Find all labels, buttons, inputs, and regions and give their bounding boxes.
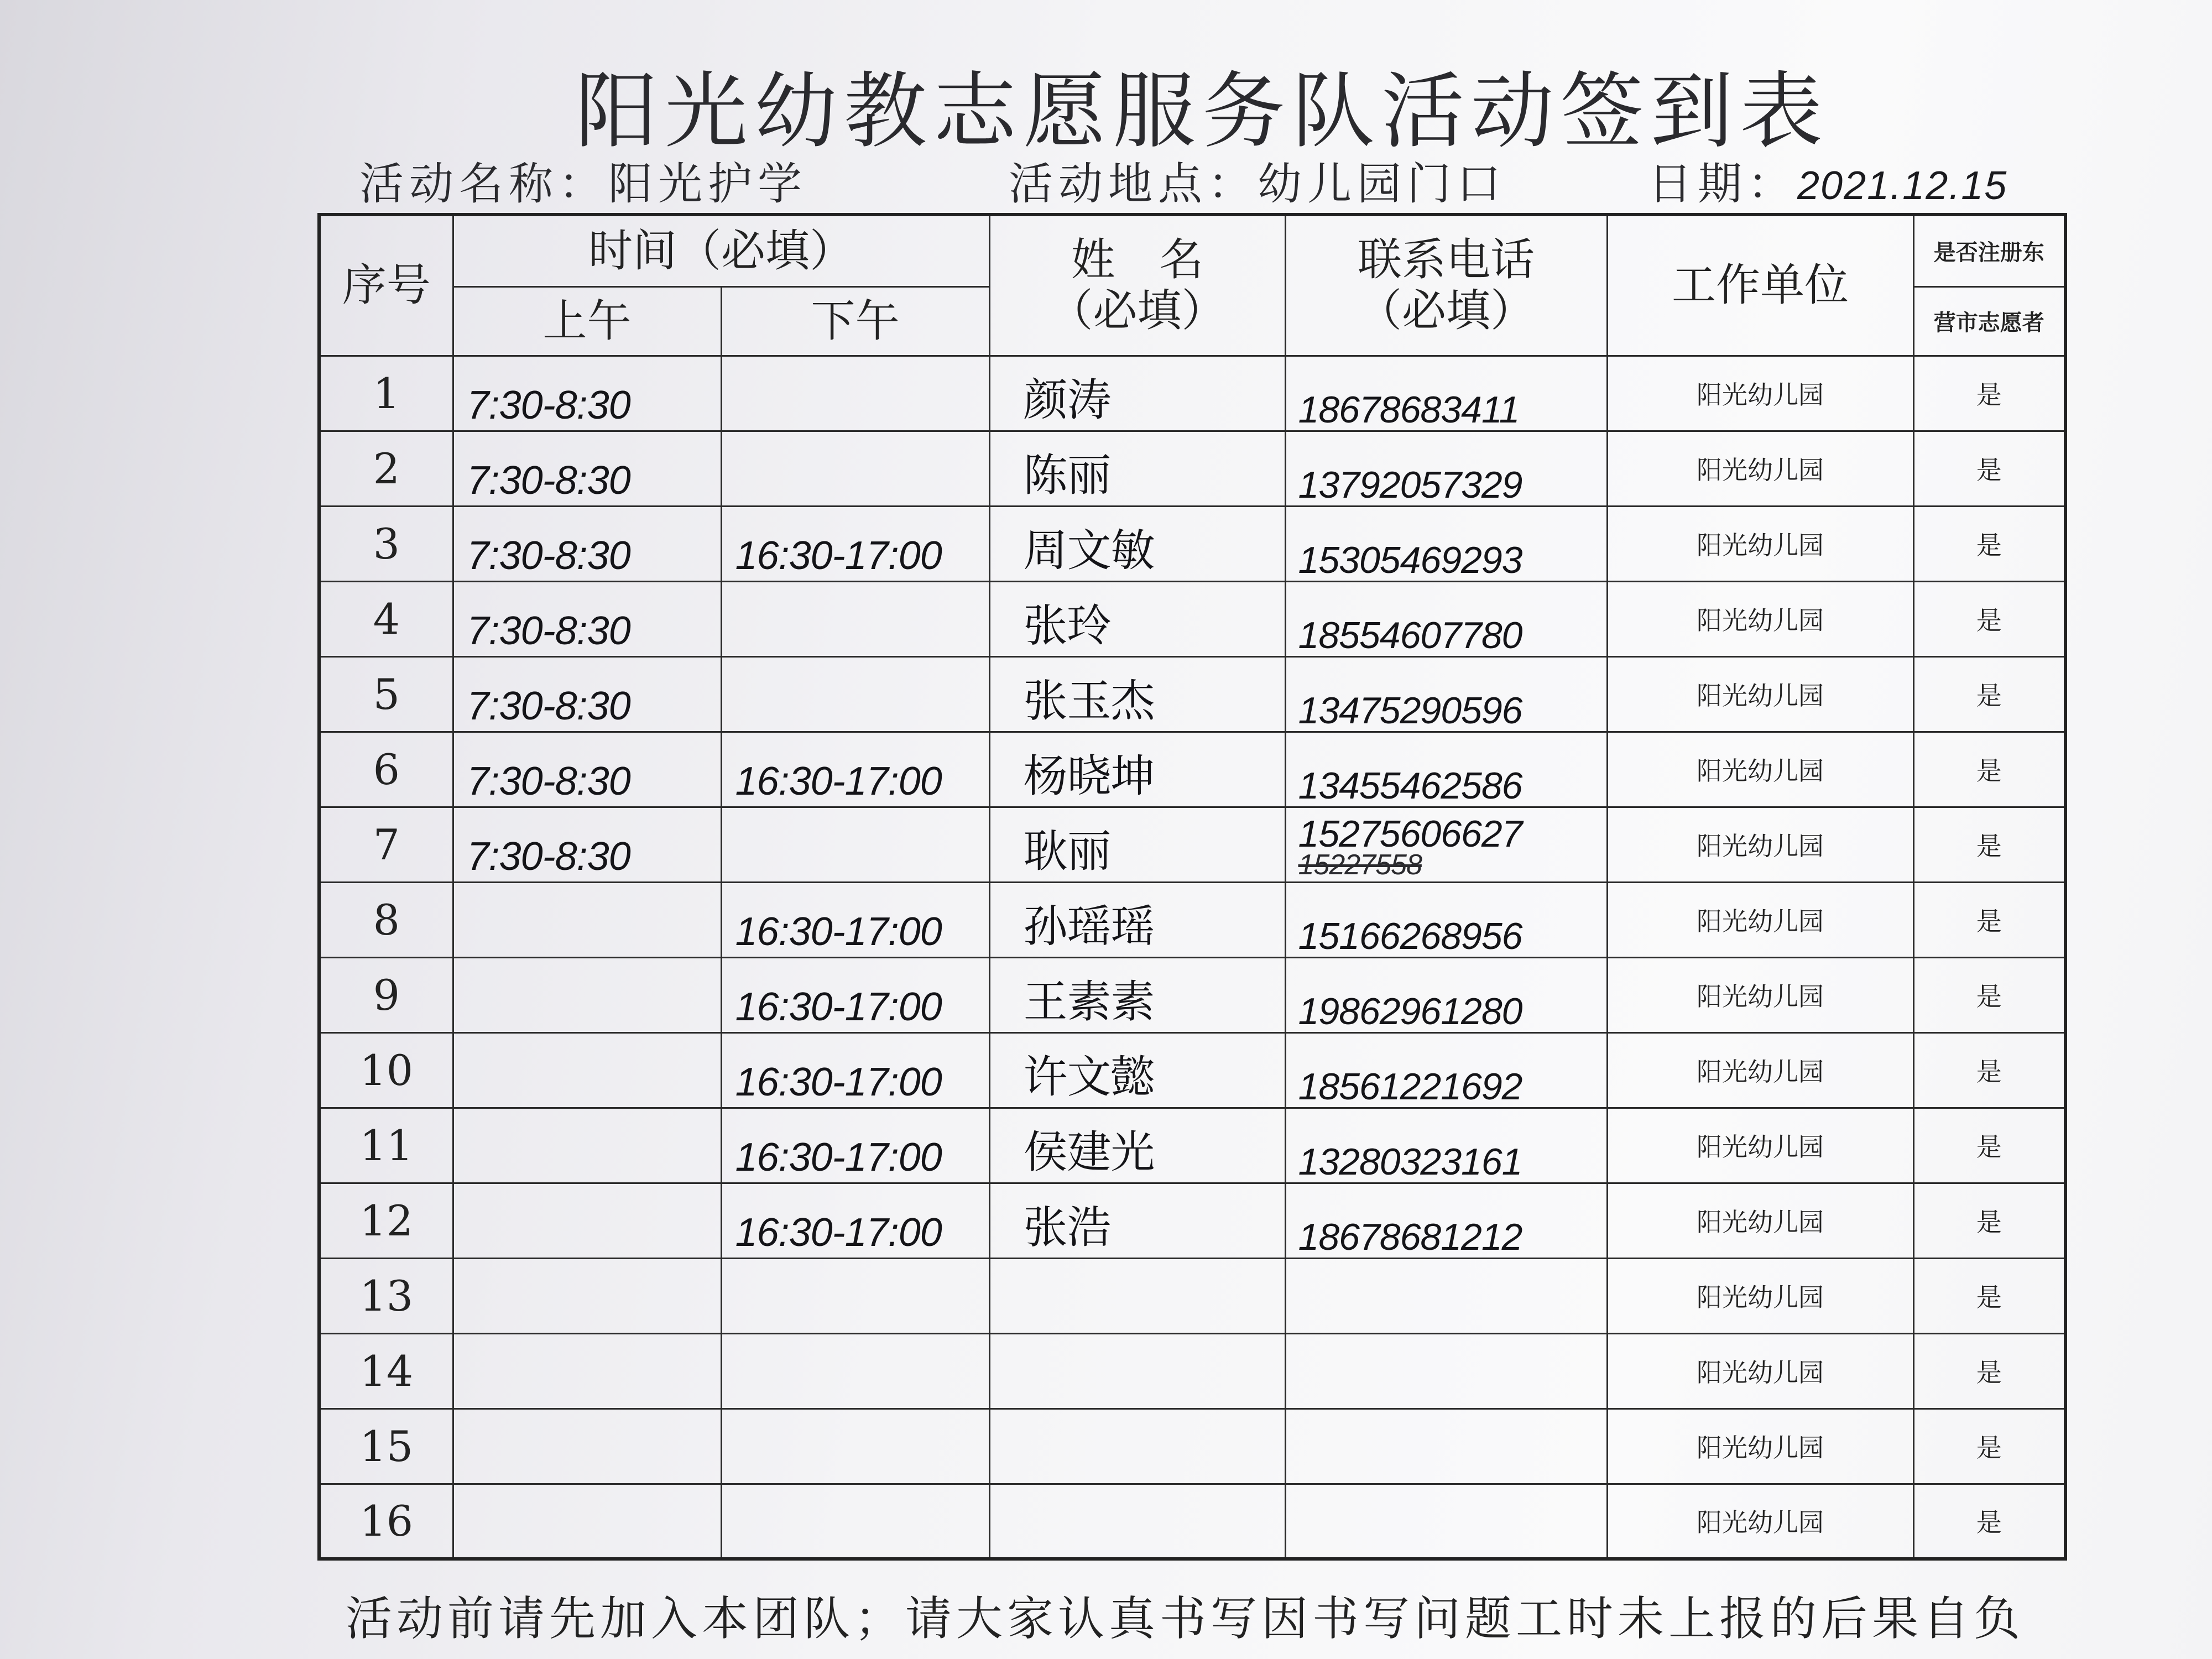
work-unit-cell: 阳光幼儿园 bbox=[1607, 656, 1913, 732]
work-unit-cell: 阳光幼儿园 bbox=[1607, 431, 1913, 506]
afternoon-time-cell: 16:30-17:00 bbox=[721, 506, 989, 581]
header-name bbox=[989, 215, 1285, 356]
date-field bbox=[1648, 148, 2007, 212]
morning-time-cell bbox=[453, 1258, 721, 1333]
volunteer-name-cell: 许文懿 bbox=[989, 1032, 1285, 1108]
volunteer-name-cell: 张浩 bbox=[989, 1183, 1285, 1258]
activity-name-field bbox=[359, 148, 807, 212]
morning-time-cell bbox=[453, 1183, 721, 1258]
phone-number: 18554607780 bbox=[1298, 614, 1522, 656]
volunteer-name-cell: 陈丽 bbox=[989, 431, 1285, 506]
phone-number-cell bbox=[1285, 732, 1607, 807]
morning-time-cell: 7:30-8:30 bbox=[453, 431, 721, 506]
phone-number-cell bbox=[1285, 356, 1607, 431]
phone-number: 18678681212 bbox=[1298, 1215, 1522, 1258]
table-row bbox=[319, 732, 2065, 807]
header-registered-line2: 营市志愿者 bbox=[1913, 286, 2065, 356]
header-row-top bbox=[319, 215, 2065, 286]
table-row bbox=[319, 1408, 2065, 1484]
registered-status-cell: 是 bbox=[1913, 656, 2065, 732]
row-index-cell: 5 bbox=[319, 656, 453, 732]
volunteer-name-cell bbox=[989, 1333, 1285, 1408]
phone-number-cell bbox=[1285, 656, 1607, 732]
afternoon-time-cell bbox=[721, 1408, 989, 1484]
phone-number: 15305469293 bbox=[1298, 539, 1522, 581]
morning-time-cell bbox=[453, 1333, 721, 1408]
registered-status-cell: 是 bbox=[1913, 506, 2065, 581]
row-index-cell: 15 bbox=[319, 1408, 453, 1484]
work-unit-cell: 阳光幼儿园 bbox=[1607, 1108, 1913, 1183]
registered-status-cell: 是 bbox=[1913, 957, 2065, 1032]
volunteer-name-cell bbox=[989, 1258, 1285, 1333]
registered-status-cell: 是 bbox=[1913, 882, 2065, 957]
registered-status-cell: 是 bbox=[1913, 581, 2065, 656]
activity-name-label: 活动名称： bbox=[359, 158, 608, 210]
location-field bbox=[1009, 148, 1506, 212]
table-row bbox=[319, 506, 2065, 581]
row-index-cell: 6 bbox=[319, 732, 453, 807]
table-row bbox=[319, 957, 2065, 1032]
registered-status-cell: 是 bbox=[1913, 1484, 2065, 1559]
afternoon-time-cell bbox=[721, 431, 989, 506]
phone-number: 18561221692 bbox=[1298, 1065, 1522, 1108]
morning-time-cell bbox=[453, 882, 721, 957]
morning-time-cell: 7:30-8:30 bbox=[453, 506, 721, 581]
volunteer-name-cell: 周文敏 bbox=[989, 506, 1285, 581]
table-row bbox=[319, 431, 2065, 506]
header-unit: 工作单位 bbox=[1607, 215, 1913, 356]
date-value: 2021.12.15 bbox=[1797, 164, 2008, 208]
header-afternoon: 下午 bbox=[721, 286, 989, 356]
row-index-cell: 1 bbox=[319, 356, 453, 431]
morning-time-cell bbox=[453, 1484, 721, 1559]
phone-number: 15166268956 bbox=[1298, 915, 1522, 957]
activity-name-value: 阳光护学 bbox=[608, 158, 807, 210]
work-unit-cell: 阳光幼儿园 bbox=[1607, 356, 1913, 431]
registered-status-cell: 是 bbox=[1913, 1183, 2065, 1258]
row-index-cell: 8 bbox=[319, 882, 453, 957]
table-row bbox=[319, 882, 2065, 957]
location-value: 幼儿园门口 bbox=[1258, 158, 1506, 210]
phone-number: 13455462586 bbox=[1298, 764, 1522, 807]
work-unit-cell: 阳光幼儿园 bbox=[1607, 732, 1913, 807]
header-name-label: 姓 名 bbox=[1071, 234, 1204, 286]
morning-time-cell bbox=[453, 1108, 721, 1183]
row-index-cell: 16 bbox=[319, 1484, 453, 1559]
phone-number-cell bbox=[1285, 506, 1607, 581]
afternoon-time-cell: 16:30-17:00 bbox=[721, 957, 989, 1032]
work-unit-cell: 阳光幼儿园 bbox=[1607, 506, 1913, 581]
work-unit-cell: 阳光幼儿园 bbox=[1607, 882, 1913, 957]
header-time: 时间（必填） bbox=[453, 215, 989, 286]
header-phone-label: 联系电话 bbox=[1358, 234, 1535, 286]
morning-time-cell: 7:30-8:30 bbox=[453, 356, 721, 431]
work-unit-cell: 阳光幼儿园 bbox=[1607, 1408, 1913, 1484]
phone-number-cell bbox=[1285, 581, 1607, 656]
work-unit-cell: 阳光幼儿园 bbox=[1607, 1333, 1913, 1408]
afternoon-time-cell bbox=[721, 1484, 989, 1559]
header-name-required: （必填） bbox=[1048, 285, 1226, 337]
registered-status-cell: 是 bbox=[1913, 732, 2065, 807]
volunteer-name-cell: 孙瑶瑶 bbox=[989, 882, 1285, 957]
header-registered-line1: 是否注册东 bbox=[1913, 215, 2065, 286]
work-unit-cell: 阳光幼儿园 bbox=[1607, 1183, 1913, 1258]
table-row bbox=[319, 1258, 2065, 1333]
afternoon-time-cell: 16:30-17:00 bbox=[721, 1032, 989, 1108]
table-body bbox=[319, 356, 2065, 1559]
afternoon-time-cell: 16:30-17:00 bbox=[721, 1108, 989, 1183]
row-index-cell: 7 bbox=[319, 807, 453, 882]
phone-number-cell bbox=[1285, 1032, 1607, 1108]
row-index-cell: 9 bbox=[319, 957, 453, 1032]
volunteer-name-cell: 颜涛 bbox=[989, 356, 1285, 431]
phone-number-cell bbox=[1285, 1183, 1607, 1258]
header-morning: 上午 bbox=[453, 286, 721, 356]
table-row bbox=[319, 656, 2065, 732]
phone-number-cell bbox=[1285, 957, 1607, 1032]
registered-status-cell: 是 bbox=[1913, 356, 2065, 431]
work-unit-cell: 阳光幼儿园 bbox=[1607, 1258, 1913, 1333]
volunteer-name-cell: 侯建光 bbox=[989, 1108, 1285, 1183]
volunteer-name-cell bbox=[989, 1484, 1285, 1559]
afternoon-time-cell: 16:30-17:00 bbox=[721, 882, 989, 957]
morning-time-cell: 7:30-8:30 bbox=[453, 807, 721, 882]
afternoon-time-cell bbox=[721, 1333, 989, 1408]
phone-number-cell bbox=[1285, 1258, 1607, 1333]
row-index-cell: 2 bbox=[319, 431, 453, 506]
row-index-cell: 10 bbox=[319, 1032, 453, 1108]
afternoon-time-cell: 16:30-17:00 bbox=[721, 732, 989, 807]
header-index: 序号 bbox=[319, 215, 453, 356]
volunteer-name-cell: 杨晓坤 bbox=[989, 732, 1285, 807]
phone-number-cell bbox=[1285, 1484, 1607, 1559]
morning-time-cell: 7:30-8:30 bbox=[453, 732, 721, 807]
phone-number-cell bbox=[1285, 1333, 1607, 1408]
table-row bbox=[319, 581, 2065, 656]
work-unit-cell: 阳光幼儿园 bbox=[1607, 581, 1913, 656]
phone-number-cell bbox=[1285, 807, 1607, 882]
volunteer-name-cell: 张玲 bbox=[989, 581, 1285, 656]
morning-time-cell bbox=[453, 957, 721, 1032]
row-index-cell: 3 bbox=[319, 506, 453, 581]
registered-status-cell: 是 bbox=[1913, 807, 2065, 882]
header-phone bbox=[1285, 215, 1607, 356]
table-row bbox=[319, 356, 2065, 431]
registered-status-cell: 是 bbox=[1913, 431, 2065, 506]
afternoon-time-cell: 16:30-17:00 bbox=[721, 1183, 989, 1258]
registered-status-cell: 是 bbox=[1913, 1408, 2065, 1484]
table-row bbox=[319, 1183, 2065, 1258]
row-index-cell: 4 bbox=[319, 581, 453, 656]
row-index-cell: 14 bbox=[319, 1333, 453, 1408]
morning-time-cell: 7:30-8:30 bbox=[453, 581, 721, 656]
row-index-cell: 11 bbox=[319, 1108, 453, 1183]
phone-number: 15275606627 bbox=[1298, 812, 1522, 855]
volunteer-name-cell: 耿丽 bbox=[989, 807, 1285, 882]
phone-number-crossed-out: 15227558 bbox=[1298, 849, 1422, 881]
morning-time-cell bbox=[453, 1408, 721, 1484]
signin-table bbox=[317, 213, 2067, 1561]
table-row bbox=[319, 1484, 2065, 1559]
table-row bbox=[319, 807, 2065, 882]
afternoon-time-cell bbox=[721, 581, 989, 656]
table-row bbox=[319, 1333, 2065, 1408]
phone-number: 13280323161 bbox=[1298, 1140, 1522, 1183]
row-index-cell: 13 bbox=[319, 1258, 453, 1333]
header-phone-required: （必填） bbox=[1358, 285, 1535, 337]
phone-number: 13475290596 bbox=[1298, 689, 1522, 732]
location-label: 活动地点： bbox=[1009, 158, 1258, 210]
row-index-cell: 12 bbox=[319, 1183, 453, 1258]
table-row bbox=[319, 1108, 2065, 1183]
morning-time-cell bbox=[453, 1032, 721, 1108]
phone-number: 19862961280 bbox=[1298, 990, 1522, 1032]
volunteer-name-cell: 张玉杰 bbox=[989, 656, 1285, 732]
phone-number: 18678683411 bbox=[1298, 388, 1520, 431]
afternoon-time-cell bbox=[721, 1258, 989, 1333]
registered-status-cell: 是 bbox=[1913, 1258, 2065, 1333]
afternoon-time-cell bbox=[721, 356, 989, 431]
phone-number: 13792057329 bbox=[1298, 463, 1522, 506]
afternoon-time-cell bbox=[721, 656, 989, 732]
table-row bbox=[319, 1032, 2065, 1108]
date-label: 日期： bbox=[1648, 158, 1797, 210]
registered-status-cell: 是 bbox=[1913, 1333, 2065, 1408]
morning-time-cell: 7:30-8:30 bbox=[453, 656, 721, 732]
work-unit-cell: 阳光幼儿园 bbox=[1607, 807, 1913, 882]
registered-status-cell: 是 bbox=[1913, 1108, 2065, 1183]
registered-status-cell: 是 bbox=[1913, 1032, 2065, 1108]
phone-number-cell bbox=[1285, 431, 1607, 506]
footer-note: 活动前请先加入本团队；请大家认真书写因书写问题工时未上报的后果自负 bbox=[346, 1592, 2025, 1646]
volunteer-name-cell: 王素素 bbox=[989, 957, 1285, 1032]
sheet-title: 阳光幼教志愿服务队活动签到表 bbox=[575, 64, 1830, 160]
afternoon-time-cell bbox=[721, 807, 989, 882]
work-unit-cell: 阳光幼儿园 bbox=[1607, 1484, 1913, 1559]
phone-number-cell bbox=[1285, 882, 1607, 957]
volunteer-name-cell bbox=[989, 1408, 1285, 1484]
phone-number-cell bbox=[1285, 1408, 1607, 1484]
work-unit-cell: 阳光幼儿园 bbox=[1607, 957, 1913, 1032]
phone-number-cell bbox=[1285, 1108, 1607, 1183]
work-unit-cell: 阳光幼儿园 bbox=[1607, 1032, 1913, 1108]
